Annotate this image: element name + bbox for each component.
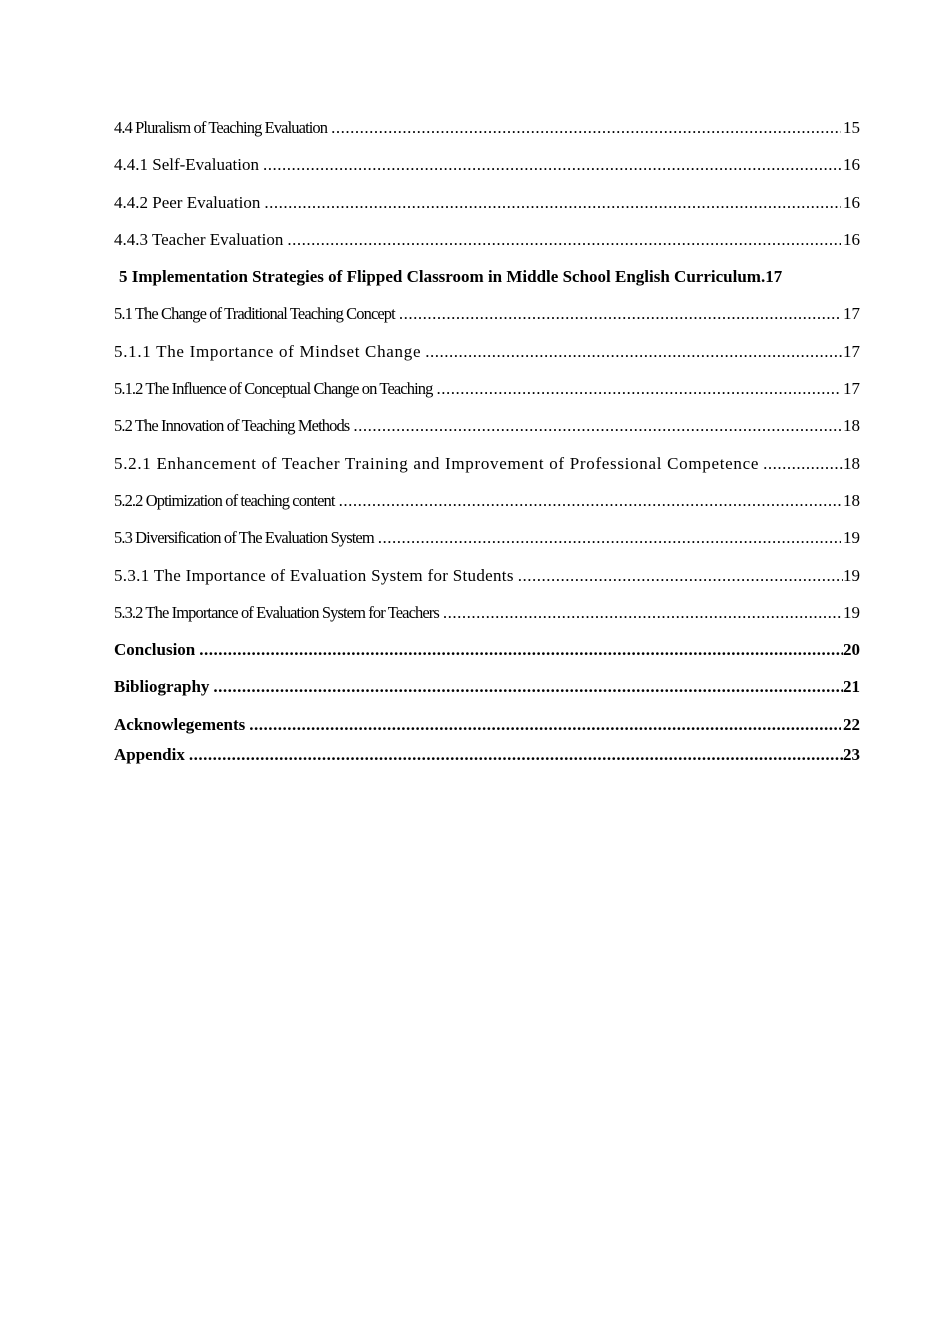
toc-entry-acknowledgements[interactable] [114, 715, 860, 745]
toc-entry-4-4-1[interactable] [114, 155, 860, 192]
toc-dot-leader [378, 528, 841, 548]
toc-entry-5-3-2[interactable] [114, 603, 860, 640]
toc-page-number: 17 [843, 341, 860, 361]
toc-entry-title: Appendix [114, 744, 185, 764]
toc-page-number: 16 [843, 229, 860, 249]
toc-page-number: 18 [843, 453, 860, 473]
toc-dot-leader [331, 118, 841, 138]
toc-entry-5-1-2[interactable] [114, 379, 860, 416]
toc-dot-leader [263, 155, 843, 175]
toc-dot-leader [436, 379, 841, 399]
toc-entry-title: Bibliography [114, 677, 210, 697]
toc-entry-conclusion[interactable] [114, 640, 860, 677]
toc-entry-5-3[interactable] [114, 528, 860, 565]
toc-entry-title: 4.4.1 Self-Evaluation [114, 155, 259, 175]
toc-entry-title: 5.3.1 The Importance of Evaluation System for Students [114, 565, 514, 585]
toc-entry-title: 5.2.1 Enhancement of Teacher Training and Improvement of Professional Competence [114, 453, 760, 473]
toc-dot-leader [213, 677, 843, 697]
toc-page-number: 19 [843, 565, 860, 585]
toc-dot-leader [199, 640, 843, 660]
toc-entry-title: 5.3 Diversification of The Evaluation System [114, 528, 374, 548]
toc-entry-5-1[interactable] [114, 304, 860, 341]
toc-entry-5-2-2[interactable] [114, 491, 860, 528]
toc-dot-leader [425, 342, 843, 362]
toc-dot-leader [264, 193, 841, 213]
toc-entry-title: 5.1.2 The Influence of Conceptual Change on Teaching [114, 379, 433, 399]
toc-page-number: 23 [843, 744, 860, 764]
toc-page-number: 20 [843, 640, 860, 660]
toc-entry-4-4-3[interactable] [114, 230, 860, 267]
toc-entry-title: 5.3.2 The Importance of Evaluation System for Teachers [114, 602, 439, 622]
toc-page-number: 19 [843, 602, 860, 622]
toc-dot-leader [518, 566, 843, 586]
toc-page-number: 19 [843, 528, 860, 548]
toc-entry-4-4[interactable] [114, 118, 860, 155]
table-of-contents [114, 118, 860, 782]
toc-dot-leader [399, 304, 841, 324]
toc-entry-title: 4.4.3 Teacher Evaluation [114, 229, 284, 249]
toc-entry-5-3-1[interactable] [114, 566, 860, 603]
toc-page-number: 17 [765, 267, 783, 287]
toc-page-number: 18 [843, 490, 860, 510]
toc-dot-leader [763, 454, 843, 474]
toc-entry-chapter-5[interactable] [114, 267, 860, 304]
toc-entry-title: 5.2.2 Optimization of teaching content [114, 490, 335, 510]
toc-page-number: 17 [843, 304, 860, 324]
toc-entry-5-2-1[interactable] [114, 454, 860, 491]
toc-entry-title: 5.1.1 The Importance of Mindset Change [114, 341, 422, 361]
toc-entry-appendix[interactable] [114, 745, 860, 782]
toc-entry-title: 5 Implementation Strategies of Flipped Classroom in Middle School English Curriculum. [119, 267, 766, 287]
toc-dot-leader [189, 745, 843, 765]
toc-entry-title: 4.4.2 Peer Evaluation [114, 192, 261, 212]
toc-page-number: 16 [843, 155, 860, 175]
toc-page-number: 17 [843, 379, 860, 399]
toc-page-number: 16 [843, 192, 860, 212]
toc-entry-title: 4.4 Pluralism of Teaching Evaluation [114, 118, 328, 137]
toc-entry-5-2[interactable] [114, 416, 860, 453]
toc-page-number: 22 [843, 714, 860, 734]
toc-entry-bibliography[interactable] [114, 677, 860, 714]
toc-page-number: 15 [843, 118, 860, 137]
toc-dot-leader [353, 416, 841, 436]
toc-entry-title: 5.1 The Change of Traditional Teaching Concept [114, 304, 395, 324]
toc-dot-leader [443, 603, 841, 623]
toc-entry-4-4-2[interactable] [114, 193, 860, 230]
toc-entry-5-1-1[interactable] [114, 342, 860, 379]
toc-dot-leader [339, 491, 841, 511]
toc-dot-leader [287, 230, 841, 250]
toc-page-number: 21 [843, 677, 860, 697]
toc-entry-title: Acknowlegements [114, 714, 246, 734]
toc-dot-leader [249, 715, 841, 735]
toc-page-number: 18 [843, 416, 860, 436]
toc-entry-title: 5.2 The Innovation of Teaching Methods [114, 416, 350, 436]
toc-entry-title: Conclusion [114, 640, 196, 660]
